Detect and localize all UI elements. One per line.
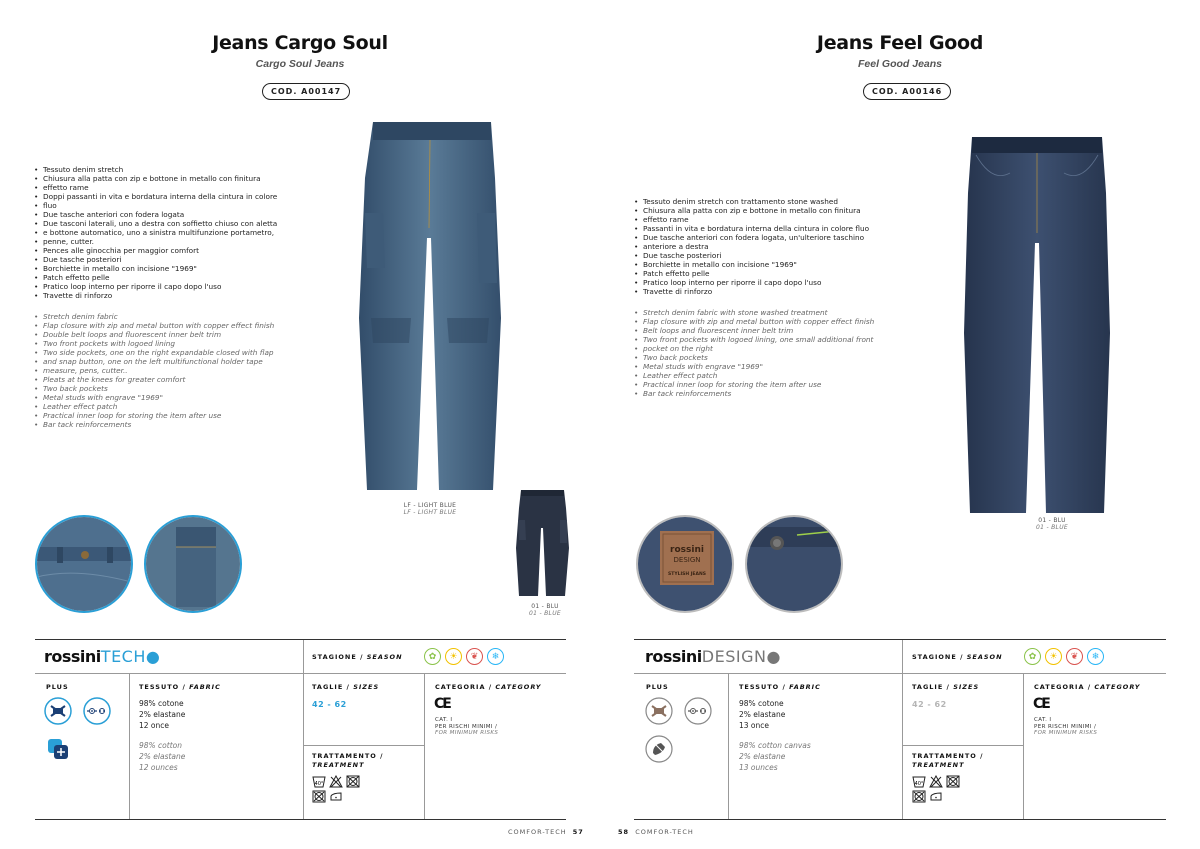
right-product-subtitle: Feel Good Jeans — [857, 58, 943, 70]
list-item: • Travette di rinforzo — [634, 287, 904, 296]
left-sizes-value: 42 - 62 — [312, 700, 347, 709]
left-fabric-it: 98% cotone 2% elastane 12 once — [139, 699, 186, 730]
left-product-code: COD. A00147 — [262, 83, 350, 100]
list-item: • Tessuto denim stretch — [34, 165, 304, 174]
flower-icon: ✿ — [1024, 648, 1041, 665]
leaf-icon: ❦ — [466, 648, 483, 665]
list-item: • Patch effetto pelle — [634, 269, 904, 278]
no-dryclean-icon — [312, 790, 326, 803]
no-bleach-icon — [329, 775, 343, 788]
right-category-text: CAT. I PER RISCHI MINIMI / FOR MINIMUM RISKS — [1034, 717, 1098, 736]
right-fabric-en: 98% cotton canvas 2% elastane 13 ounces — [739, 741, 811, 772]
left-brand-logo: rossiniTECH● — [44, 647, 160, 666]
divider — [902, 640, 903, 819]
list-item: • Doppi passanti in vita e bordatura interna della cintura in colore — [34, 192, 304, 201]
list-item: • penne, cutter. — [34, 237, 304, 246]
leaf-icon: ❦ — [1066, 648, 1083, 665]
list-item: • pocket on the right — [634, 344, 904, 353]
right-treatment-label: TRATTAMENTO / TREATMENT — [912, 752, 984, 769]
list-item: • Chiusura alla patta con zip e bottone in metallo con finitura — [634, 206, 904, 215]
list-item: • Due tasconi laterali, uno a destra con soffietto chiuso con aletta — [34, 219, 304, 228]
left-sizes-label: TAGLIE / SIZES — [312, 683, 380, 691]
list-item: • anteriore a destra — [634, 242, 904, 251]
iron-icon — [329, 790, 343, 803]
left-category-text: CAT. I PER RISCHI MINIMI / FOR MINIMUM RISKS — [435, 717, 499, 736]
right-panel-bottom-line — [634, 819, 1166, 820]
list-item: • Two back pockets — [634, 353, 904, 362]
right-main-color-caption: 01 - BLU 01 - BLUE — [1036, 517, 1068, 531]
right-season-label: STAGIONE / SEASON — [912, 653, 1003, 661]
list-item: • Stretch denim fabric with stone washed treatment — [634, 308, 904, 317]
list-item: • Chiusura alla patta con zip e bottone in metallo con finitura — [34, 174, 304, 183]
svg-text:STYLISH JEANS: STYLISH JEANS — [668, 572, 706, 577]
left-care-icons — [312, 775, 360, 803]
right-detail-patch — [636, 515, 734, 613]
svg-text:rossini: rossini — [670, 545, 704, 555]
divider — [303, 640, 304, 819]
right-panel-mid-line — [634, 673, 1166, 674]
list-item: • Pences alle ginocchia per maggior comfort — [34, 246, 304, 255]
iron-icon — [929, 790, 943, 803]
list-item: • Leather effect patch — [634, 371, 904, 380]
list-item: • Stretch denim fabric — [34, 312, 304, 321]
right-product-code: COD. A00146 — [863, 83, 951, 100]
right-footer: 58 COMFOR-TECH — [618, 828, 694, 836]
list-item: • Two front pockets with logoed lining — [34, 339, 304, 348]
no-tumble-icon — [346, 775, 360, 788]
list-item: • measure, pens, cutter.. — [34, 366, 304, 375]
left-features-it — [34, 165, 304, 300]
divider — [424, 674, 425, 819]
left-panel-bottom-line — [35, 819, 566, 820]
ce-mark: CE — [434, 696, 450, 712]
right-features-en — [634, 308, 904, 398]
right-jeans-main-image — [962, 133, 1112, 515]
no-bleach-icon — [929, 775, 943, 788]
stretch-icon — [645, 697, 673, 725]
list-item: • fluo — [34, 201, 304, 210]
list-item: • Pratico loop interno per riporre il capo dopo l'uso — [634, 278, 904, 287]
right-sizes-value: 42 - 62 — [912, 700, 947, 709]
list-item: • Tessuto denim stretch con trattamento stone washed — [634, 197, 904, 206]
right-brand-logo: rossiniDESIGN● — [645, 647, 780, 666]
right-sizes-label: TAGLIE / SIZES — [912, 683, 980, 691]
list-item: • Metal studs with engrave "1969" — [634, 362, 904, 371]
list-item: • effetto rame — [634, 215, 904, 224]
left-season-label: STAGIONE / SEASON — [312, 653, 403, 661]
shield-plus-icon — [44, 735, 72, 763]
left-jeans-alt-image — [515, 488, 570, 598]
list-item: • Travette di rinforzo — [34, 291, 304, 300]
sun-icon: ☀ — [1045, 648, 1062, 665]
left-fabric-label: TESSUTO / FABRIC — [139, 683, 221, 691]
no-dryclean-icon — [912, 790, 926, 803]
list-item: • Borchiette in metallo con incisione "1969" — [634, 260, 904, 269]
ce-mark: CE — [1033, 696, 1049, 712]
divider — [129, 674, 130, 819]
right-product-title: Jeans Feel Good — [816, 32, 984, 54]
list-item: • Leather effect patch — [34, 402, 304, 411]
list-item: • Practical inner loop for storing the item after use — [634, 380, 904, 389]
list-item: • Due tasche posteriori — [634, 251, 904, 260]
right-season-icons — [1024, 648, 1104, 665]
right-category-label: CATEGORIA / CATEGORY — [1034, 683, 1141, 691]
left-season-icons — [424, 648, 504, 665]
snowflake-icon: ❄ — [487, 648, 504, 665]
no-tumble-icon — [946, 775, 960, 788]
chain-icon — [83, 697, 111, 725]
list-item: • Belt loops and fluorescent inner belt trim — [634, 326, 904, 335]
left-panel-mid-line — [35, 673, 566, 674]
divider — [903, 745, 1023, 746]
flower-icon: ✿ — [424, 648, 441, 665]
left-product-title: Jeans Cargo Soul — [212, 32, 388, 54]
list-item: • Due tasche anteriori con fodera logata, un'ulteriore taschino — [634, 233, 904, 242]
left-jeans-main-image — [355, 118, 505, 493]
list-item: • Double belt loops and fluorescent inner belt trim — [34, 330, 304, 339]
right-plus-label: PLUS — [646, 683, 669, 691]
list-item: • Two front pockets with logoed lining, one small additional front — [634, 335, 904, 344]
divider — [304, 745, 424, 746]
list-item: • Due tasche posteriori — [34, 255, 304, 264]
svg-text:40°: 40° — [314, 781, 324, 787]
sun-icon: ☀ — [445, 648, 462, 665]
snowflake-icon: ❄ — [1087, 648, 1104, 665]
chain-icon — [684, 697, 712, 725]
left-footer: COMFOR-TECH 57 — [508, 828, 584, 836]
list-item: • Two side pockets, one on the right expandable closed with flap — [34, 348, 304, 357]
care-wash-icon — [312, 775, 326, 788]
left-treatment-label: TRATTAMENTO / TREATMENT — [312, 752, 384, 769]
list-item: • Practical inner loop for storing the item after use — [34, 411, 304, 420]
right-care-icons — [912, 775, 960, 803]
list-item: • Bar tack reinforcements — [34, 420, 304, 429]
list-item: • Bar tack reinforcements — [634, 389, 904, 398]
left-plus-label: PLUS — [46, 683, 69, 691]
right-fabric-it: 98% cotone 2% elastane 13 once — [739, 699, 786, 730]
right-features-it — [634, 197, 904, 296]
stretch-icon — [44, 697, 72, 725]
left-detail-waistband — [35, 515, 133, 613]
list-item: • e bottone automatico, uno a sinistra multifunzione portametro, — [34, 228, 304, 237]
shield-plus-icon — [645, 735, 673, 763]
left-fabric-en: 98% cotton 2% elastane 12 ounces — [139, 741, 186, 772]
list-item: • Two back pockets — [34, 384, 304, 393]
list-item: • Borchiette in metallo con incisione "1969" — [34, 264, 304, 273]
list-item: • and snap button, one on the left multifunctional holder tape — [34, 357, 304, 366]
divider — [728, 674, 729, 819]
left-features-en — [34, 312, 304, 429]
left-product-subtitle: Cargo Soul Jeans — [255, 58, 345, 70]
svg-text:DESIGN: DESIGN — [673, 556, 701, 564]
list-item: • Flap closure with zip and metal button with copper effect finish — [634, 317, 904, 326]
left-category-label: CATEGORIA / CATEGORY — [435, 683, 542, 691]
list-item: • Patch effetto pelle — [34, 273, 304, 282]
list-item: • Due tasche anteriori con fodera logata — [34, 210, 304, 219]
right-detail-button — [745, 515, 843, 613]
svg-text:40°: 40° — [914, 781, 924, 787]
list-item: • Passanti in vita e bordatura interna della cintura in colore fluo — [634, 224, 904, 233]
left-main-color-caption: LF - LIGHT BLUE LF - LIGHT BLUE — [403, 502, 457, 516]
left-detail-side-pocket — [144, 515, 242, 613]
list-item: • effetto rame — [34, 183, 304, 192]
list-item: • Flap closure with zip and metal button with copper effect finish — [34, 321, 304, 330]
list-item: • Pleats at the knees for greater comfort — [34, 375, 304, 384]
right-panel-top-line — [634, 639, 1166, 640]
divider — [1023, 674, 1024, 819]
left-alt-color-caption: 01 - BLU 01 - BLUE — [529, 603, 561, 617]
left-panel-top-line — [35, 639, 566, 640]
care-wash-icon — [912, 775, 926, 788]
list-item: • Metal studs with engrave "1969" — [34, 393, 304, 402]
list-item: • Pratico loop interno per riporre il capo dopo l'uso — [34, 282, 304, 291]
right-fabric-label: TESSUTO / FABRIC — [739, 683, 821, 691]
